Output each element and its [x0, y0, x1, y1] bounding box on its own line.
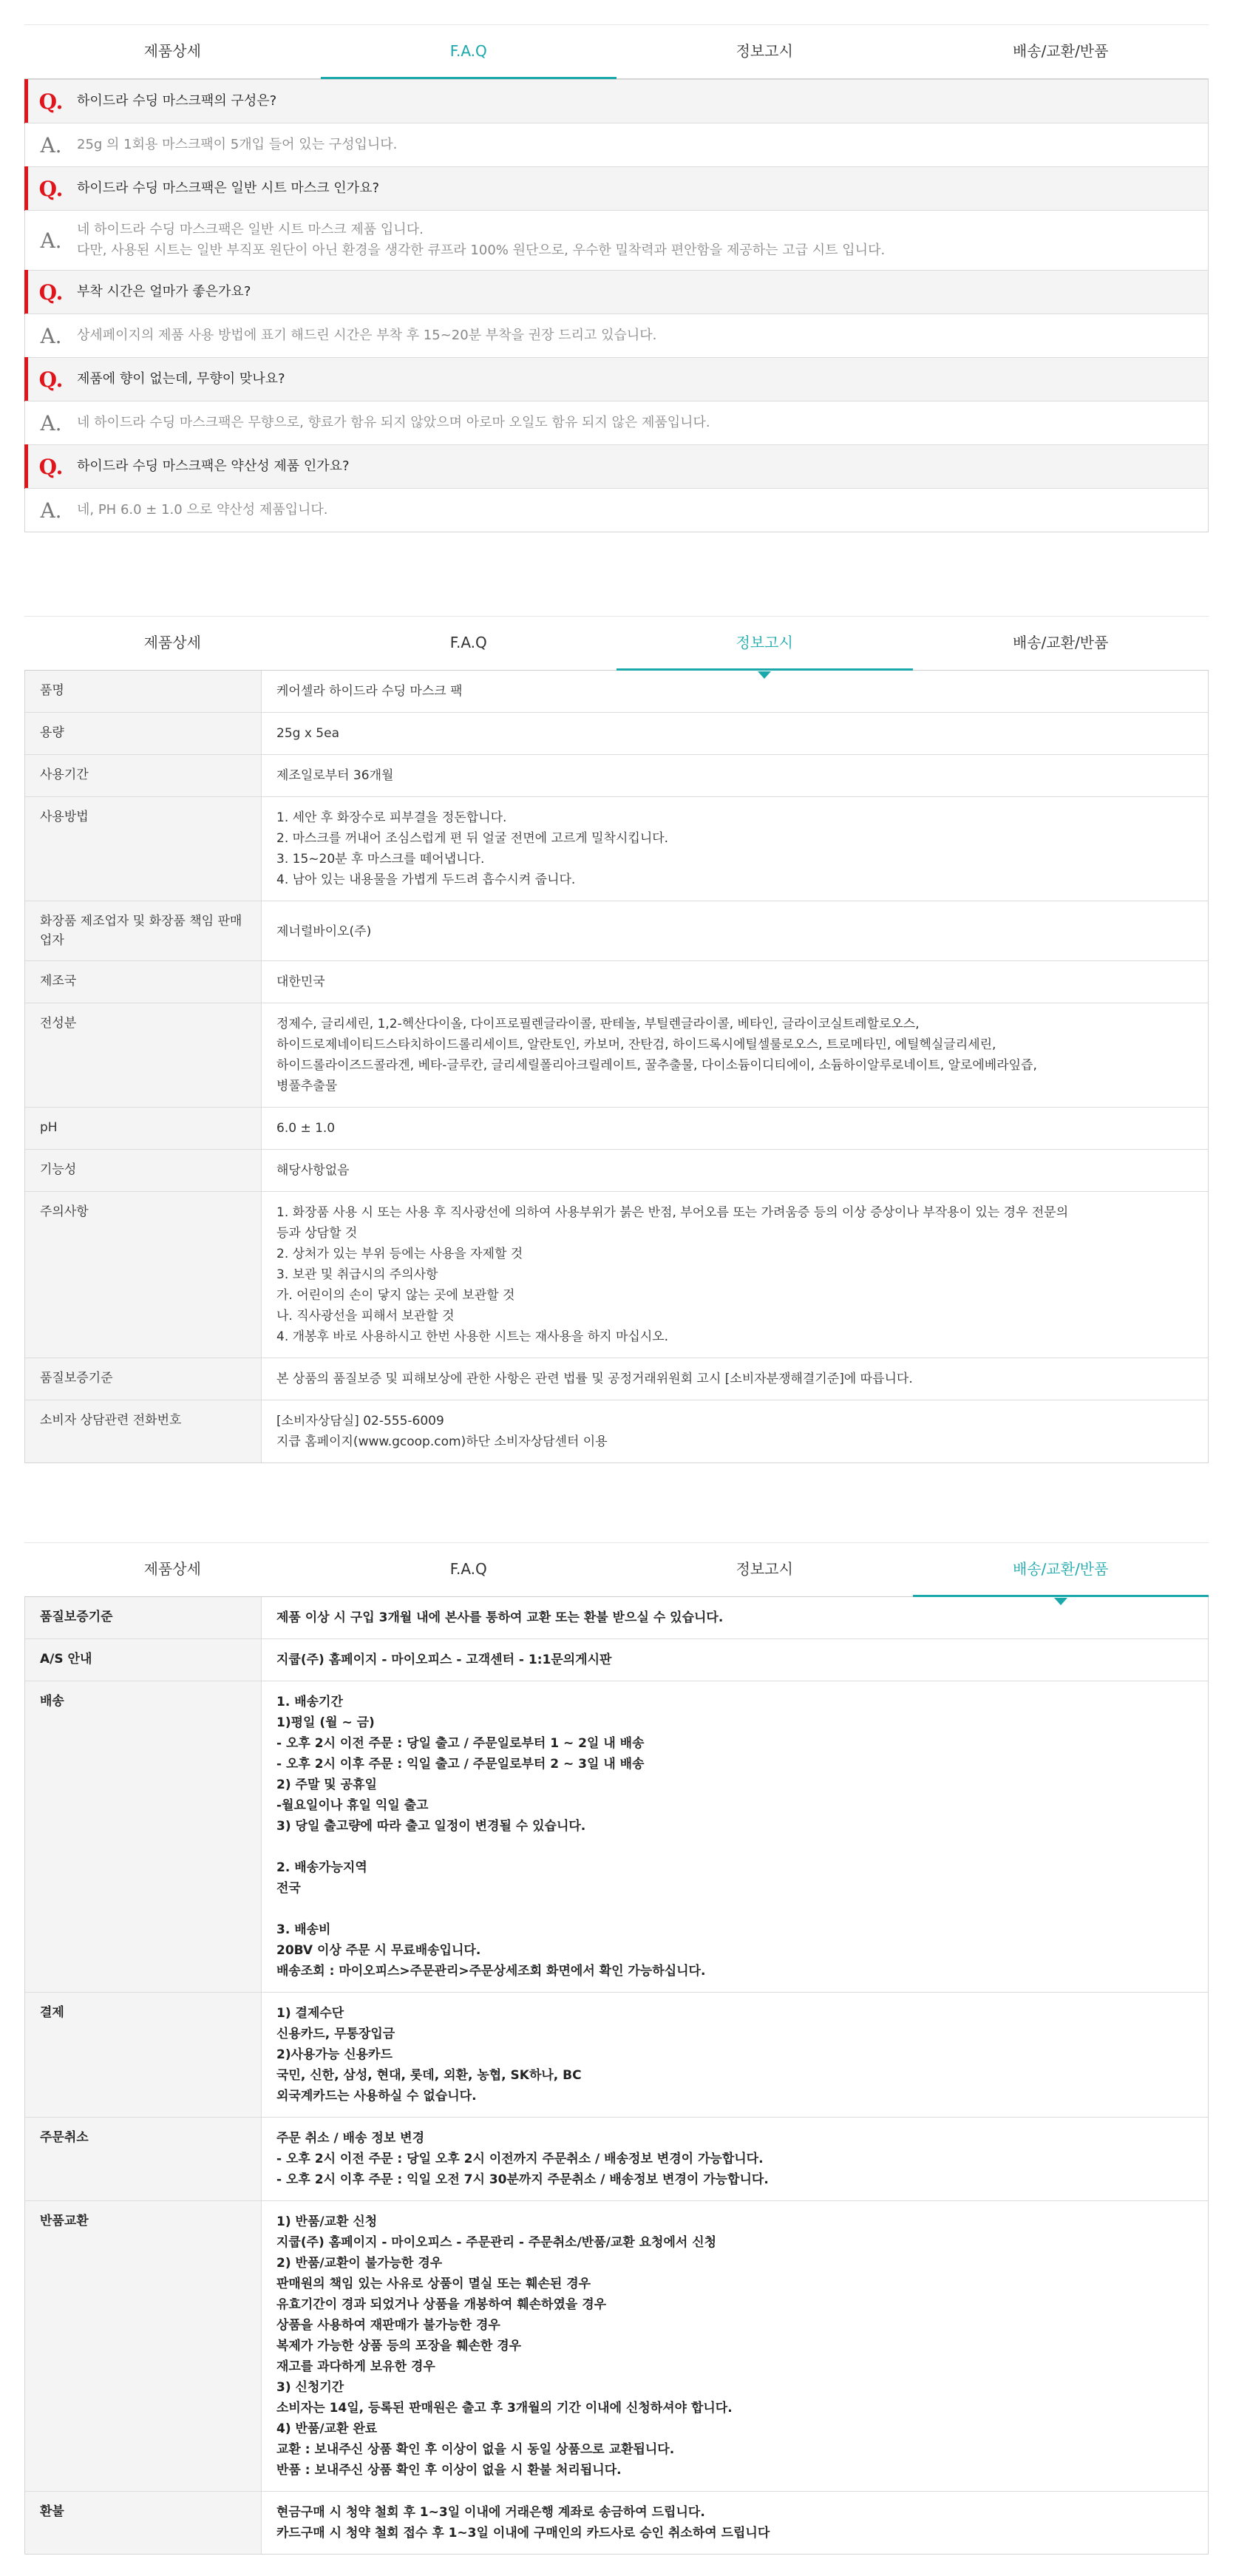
faq-answer [25, 401, 1208, 444]
tab-info-notice[interactable]: 정보고시 [736, 1560, 793, 1578]
shipping-row [25, 2117, 1208, 2200]
info-label: 품명 [25, 671, 262, 712]
info-row [25, 1107, 1208, 1149]
faq-question[interactable] [25, 444, 1208, 488]
question-text: 하이드라 수딩 마스크팩은 약산성 제품 인가요? [77, 458, 350, 474]
question-text: 하이드라 수딩 마스크팩의 구성은? [77, 93, 277, 109]
info-value: 1. 화장품 사용 시 또는 사용 후 직사광선에 의하여 사용부위가 붉은 반점, 부어오름 또는 가려움증 등의 이상 증상이나 부작용이 있는 경우 전문의 등과 상담할 것 2. 상처가 있는 부위 등에는 사용을 자제할 것 3. 보관 및 취급시의 주의사항 가. 어린이의 손이 닿지 않는 곳에 보관할 것 나. 직사광선을 피해서 보관할 것 4. 개봉후 바로 사용하시고 한번 사용한 시트는 재사용을 하지 마십시오. [276, 1205, 1069, 1344]
tab-product-detail[interactable]: 제품상세 [143, 1560, 201, 1578]
a-mark: A. [40, 410, 62, 435]
shipping-table [24, 1597, 1209, 2555]
info-value: 제너럴바이오(주) [276, 924, 372, 939]
tab-product-detail[interactable]: 제품상세 [143, 634, 201, 651]
tab-shipping-return[interactable]: 배송/교환/반품 [1013, 634, 1109, 651]
answer-text: 상세페이지의 제품 사용 방법에 표기 해드린 시간은 부착 후 15~20분 부착을 권장 드리고 있습니다. [77, 328, 657, 343]
shipping-label: 품질보증기준 [25, 1597, 262, 1638]
info-label: 주의사항 [25, 1192, 262, 1358]
shipping-value: 1) 결제수단 신용카드, 무통장입금 2)사용가능 신용카드 국민, 신한, 삼성, 현대, 롯데, 외환, 농협, SK하나, BC 외국계카드는 사용하실 수 없습니다. [276, 2006, 582, 2104]
faq-list [24, 79, 1209, 532]
a-mark: A. [40, 498, 62, 523]
tab-faq[interactable]: F.A.Q [449, 634, 487, 651]
answer-line: 다만, 사용된 시트는 일반 부직포 원단이 아닌 환경을 생각한 큐프라 100% 원단으로, 우수한 밀착력과 편안함을 제공하는 고급 시트 입니다. [77, 243, 886, 258]
shipping-label: 환불 [25, 2492, 262, 2554]
info-label: 화장품 제조업자 및 화장품 책임 판매업자 [25, 901, 262, 960]
answer-text: 네, PH 6.0 ± 1.0 으로 약산성 제품입니다. [77, 502, 328, 518]
info-value: [소비자상담실] 02-555-6009 지큽 홈페이지(www.gcoop.com)하단 소비자상담센터 이용 [276, 1414, 608, 1449]
shipping-row [25, 1597, 1208, 1638]
info-value: 케어셀라 하이드라 수딩 마스크 팩 [276, 684, 463, 699]
shipping-row [25, 2491, 1208, 2554]
question-text: 하이드라 수딩 마스크팩은 일반 시트 마스크 인가요? [77, 180, 380, 196]
info-row [25, 901, 1208, 960]
answer-text: 25g 의 1회용 마스크팩이 5개입 들어 있는 구성입니다. [77, 137, 398, 152]
tab-bar [24, 616, 1209, 671]
a-mark: A. [40, 323, 62, 348]
shipping-value: 1) 반품/교환 신청 지쿱(주) 홈페이지 - 마이오피스 - 주문관리 - 주문취소/반품/교환 요청에서 신청 2) 반품/교환이 불가능한 경우 판매원의 책임 있는 사유로 상품이 멸실 또는 훼손된 경우 유효기간이 경과 되었거나 상품을 개봉하여 훼손하였을 경우 상품을 사용하여 재판매가 불가능한 경우 복제가 가능한 상품 등의 포장을 훼손한 경우 재고를 과다하게 보유한 경우 3) 신청기간 소비자는 14일, 등록된 판매원은 출고 후 3개월의 기간 이내에 신청하셔야 합니다. 4) 반품/교환 완료 교환 : 보내주신 상품 확인 후 이상이 없을 시 동일 상품으로 교환됩니다. 반품 : 보내주신 상품 확인 후 이상이 없을 시 환불 처리됩니다. [276, 2214, 733, 2478]
info-label: 전성분 [25, 1003, 262, 1107]
tab-info-notice[interactable]: 정보고시 [736, 42, 793, 60]
shipping-label: 주문취소 [25, 2118, 262, 2200]
info-value: 6.0 ± 1.0 [276, 1121, 336, 1136]
q-mark: Q. [38, 279, 64, 305]
info-row [25, 671, 1208, 712]
info-label: 기능성 [25, 1150, 262, 1191]
info-row [25, 1191, 1208, 1358]
answer-line: 네 하이드라 수딩 마스크팩은 일반 시트 마스크 제품 입니다. [77, 222, 424, 237]
shipping-row [25, 1638, 1208, 1681]
faq-answer [25, 210, 1208, 270]
faq-question[interactable] [25, 166, 1208, 210]
answer-text [77, 220, 885, 261]
shipping-label: 배송 [25, 1681, 262, 1992]
info-row [25, 712, 1208, 754]
info-label: 사용기간 [25, 755, 262, 796]
info-label: 품질보증기준 [25, 1358, 262, 1400]
info-label: 사용방법 [25, 797, 262, 901]
faq-answer [25, 123, 1208, 166]
info-value: 대한민국 [276, 975, 325, 989]
info-value: 1. 세안 후 화장수로 피부결을 정돈합니다. 2. 마스크를 꺼내어 조심스럽게 편 뒤 얼굴 전면에 고르게 밀착시킵니다. 3. 15~20분 후 마스크를 떼어냅니다. 4. 남아 있는 내용물을 가볍게 두드려 흡수시켜 줍니다. [276, 810, 669, 887]
answer-text: 네 하이드라 수딩 마스크팩은 무향으로, 향료가 함유 되지 않았으며 아로마 오일도 함유 되지 않은 제품입니다. [77, 415, 710, 430]
faq-section [24, 24, 1209, 532]
faq-answer [25, 313, 1208, 357]
tab-bar [24, 24, 1209, 79]
faq-question[interactable] [25, 79, 1208, 123]
tab-product-detail[interactable]: 제품상세 [143, 42, 201, 60]
faq-answer [25, 488, 1208, 532]
info-label: pH [25, 1108, 262, 1149]
shipping-label: 결제 [25, 1993, 262, 2117]
info-label: 소비자 상담관련 전화번호 [25, 1400, 262, 1462]
tab-shipping-return[interactable]: 배송/교환/반품 [1013, 42, 1109, 60]
tab-faq[interactable]: F.A.Q [449, 1560, 487, 1578]
question-text: 부착 시간은 얼마가 좋은가요? [77, 284, 251, 299]
shipping-label: 반품교환 [25, 2201, 262, 2491]
info-row [25, 1149, 1208, 1191]
info-value: 25g x 5ea [276, 726, 339, 741]
info-row [25, 1358, 1208, 1400]
info-row [25, 754, 1208, 796]
info-section [24, 616, 1209, 1463]
shipping-value: 현금구매 시 청약 철회 후 1~3일 이내에 거래은행 계좌로 송금하여 드립니다. 카드구매 시 청약 철회 접수 후 1~3일 이내에 구매인의 카드사로 승인 취소하여 드립니다 [276, 2505, 770, 2541]
shipping-row [25, 1992, 1208, 2117]
faq-question[interactable] [25, 357, 1208, 401]
info-row [25, 796, 1208, 901]
faq-question[interactable] [25, 270, 1208, 313]
info-label: 제조국 [25, 961, 262, 1003]
shipping-label: A/S 안내 [25, 1639, 262, 1681]
shipping-value: 제품 이상 시 구입 3개월 내에 본사를 통하여 교환 또는 환불 받으실 수 있습니다. [276, 1610, 724, 1625]
shipping-row [25, 2200, 1208, 2491]
info-table [24, 671, 1209, 1463]
info-value: 제조일로부터 36개월 [276, 768, 394, 783]
shipping-section [24, 1542, 1209, 2555]
a-mark: A. [40, 228, 62, 253]
tab-faq[interactable]: F.A.Q [321, 25, 617, 78]
q-mark: Q. [38, 367, 64, 392]
info-value: 정제수, 글리세린, 1,2-헥산다이올, 다이프로필렌글라이콜, 판테놀, 부틸렌글라이콜, 베타인, 글라이코실트레할로오스, 하이드로제네이티드스타치하이드롤리세이트, 알란토인, 카보머, 잔탄검, 하이드록시에틸셀룰로오스, 트로메타민, 에틸헥실글리세린, 하이드롤라이즈드콜라겐, 베타-글루칸, 글리세릴폴리아크릴레이트, 꿀추출물, 다이소듐이디티에이, 소듐하이알루로네이트, 알로에베라잎즙, 병풀추출물 [276, 1017, 1037, 1094]
tab-info-notice[interactable]: 정보고시 [616, 617, 913, 670]
tab-bar [24, 1542, 1209, 1597]
q-mark: Q. [38, 89, 64, 114]
shipping-value: 1. 배송기간 1)평일 (월 ~ 금) - 오후 2시 이전 주문 : 당일 출고 / 주문일로부터 1 ~ 2일 내 배송 - 오후 2시 이후 주문 : 익일 출고 / 주문일로부터 2 ~ 3일 내 배송 2) 주말 및 공휴일 -월요일이나 휴일 익일 출고 3) 당일 출고량에 따라 출고 일정이 변경될 수 있습니다. 2. 배송가능지역 전국 3. 배송비 20BV 이상 주문 시 무료배송입니다. 배송조회 : 마이오피스>주문관리>주문상세조회 화면에서 확인 가능하십니다. [276, 1695, 706, 1979]
info-label: 용량 [25, 713, 262, 754]
q-mark: Q. [38, 454, 64, 479]
info-row [25, 1400, 1208, 1462]
info-value: 본 상품의 품질보증 및 피해보상에 관한 사항은 관련 법률 및 공정거래위원회 고시 [소비자분쟁해결기준]에 따릅니다. [276, 1372, 913, 1386]
q-mark: Q. [38, 176, 64, 201]
info-row [25, 1003, 1208, 1107]
shipping-row [25, 1681, 1208, 1992]
info-value: 해당사항없음 [276, 1163, 350, 1178]
a-mark: A. [40, 132, 62, 157]
info-row [25, 960, 1208, 1003]
tab-shipping-return[interactable]: 배송/교환/반품 [913, 1543, 1209, 1596]
shipping-value: 지쿱(주) 홈페이지 - 마이오피스 - 고객센터 - 1:1문의게시판 [276, 1653, 612, 1667]
question-text: 제품에 향이 없는데, 무향이 맞나요? [77, 371, 285, 387]
shipping-value: 주문 취소 / 배송 정보 변경 - 오후 2시 이전 주문 : 당일 오후 2시 이전까지 주문취소 / 배송정보 변경이 가능합니다. - 오후 2시 이후 주문 : 익일 오전 7시 30분까지 주문취소 / 배송정보 변경이 가능합니다. [276, 2131, 769, 2187]
